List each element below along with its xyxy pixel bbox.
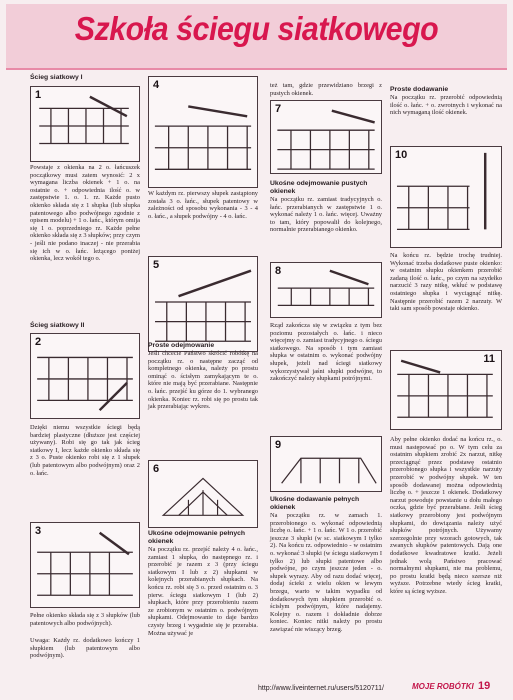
crochet-mesh-diagram (271, 437, 381, 491)
section-heading: Proste odejmowanie (148, 342, 215, 349)
paragraph: Na końcu rz. będzie trochę trudniej. Wykonać trzeba dodatkowe puste okienko: w ostatnim słupku okienkem przerobić zadaną ilość o. łańc., po czym na szydełko narzucić 3 razy nitkę, wkłuć w podstawę ostatniego słupka i wyciągnąć nitkę. Następnie przerobić razem 2 narzuty. W taki sam sposób powstaje okienko. (390, 252, 502, 313)
paragraph: W każdym rz. pierwszy słupek zastąpiony została 3 o. łańc., słupek patentowy w zależności od sposobu wykonania - 3 - 4 o. łańc., a słupek podwójny - 4 o. łańc. (148, 190, 258, 220)
column-1 (30, 74, 140, 82)
section-heading: Ukośne dodawanie pełnych okienek (270, 496, 360, 511)
page-title: Szkoła ściegu siatkowego (74, 10, 439, 47)
crochet-mesh-diagram (271, 101, 381, 173)
text-block (30, 164, 140, 263)
paragraph: Pełne okienko składa się z 3 słupków (lub patentowych albo podwójnych). (30, 612, 140, 627)
figure-1 (30, 86, 140, 162)
figure-10 (390, 146, 502, 248)
figure-number: 7 (275, 103, 282, 115)
figure-4 (148, 76, 258, 188)
paragraph: Na początku rz. zamiast tradycyjnych o. łańc. przerabianych w zastępstwie 1 o. wykonać należy 1 o. łańc. więcej. Uważny to tam, który popowalił do kolejnego, normalnie przerabianego okienko. (270, 196, 382, 234)
text-block (270, 322, 382, 383)
text-block (30, 612, 140, 660)
text-block (148, 190, 258, 220)
source-url: http://www.liveinternet.ru/users/5120711/ (258, 685, 384, 692)
paragraph: Na początku rz. w zamach 1. przerobionego o. wykonać odpowiednią liczbę o. łańc. + 1 o. łańc. W 1 o. przerobić jeszcze 3 słupki (w sc. siatkowym I tylko 2). Na końcu rz. odpowiednio - w ostatnim o. wykonać 3 słupki (w ściegu siatkowym I tylko 2) lub słupki patentowe albo podwójne, po czym jeszcze jeden - o. słupek wyrazy. Aby od razu dodać więcej, dodaj ścieki z wielu okien w lewym brzegu, warto w takim wypadku od dodatkowych tym słupkiem przerobić o. ścisłym podwójnym, które nadajemy. Kolejny o. razem i dokładnie dobrze koniec. Koniec nitki należy po prostu zawiązać nie wiszący brzeg. (270, 512, 382, 633)
title-banner (6, 4, 507, 70)
figure-number: 10 (395, 149, 408, 161)
figure-number: 2 (35, 336, 42, 348)
crochet-mesh-diagram (31, 523, 139, 607)
figure-number: 3 (35, 525, 42, 537)
note-paragraph: Uwaga: Każdy rz. dodatkowo kończy 1 słupkiem (lub patentowym albo podwójnym). (30, 637, 140, 660)
figure-number: 4 (153, 79, 160, 91)
figure-7 (270, 100, 382, 174)
text-block (148, 342, 258, 411)
paragraph: Dzięki niemu wszystkie ściegi będą bardziej plastyczne (dłuższe jest częściej używany). Robi się go tak jak ścieg siatkowy I, lecz każde okienko składa się z 3 o. Puste okienko robi się z 1 słupek (lub patentowym albo podwójnym) oraz 2 o. łańc. (30, 424, 140, 477)
figure-number: 6 (153, 463, 160, 475)
section-heading: Ścieg siatkowy II (30, 322, 85, 329)
figure-number: 1 (35, 89, 42, 101)
figure-number: 11 (483, 353, 495, 365)
crochet-mesh-diagram (31, 334, 139, 418)
paragraph: też tam, gdzie przewidziano brzegi z pustych okienek. (270, 82, 382, 97)
figure-6 (148, 460, 258, 528)
section-heading-wrap (30, 322, 140, 330)
page-footer (210, 680, 506, 696)
figure-2 (30, 333, 140, 419)
magazine-brand: MOJE ROBÓTKI (412, 682, 474, 691)
text-block (390, 436, 502, 595)
paragraph: Na początku rz. przerobić odpowiednią ilość o. łańc. + o. zwrotnych i wykonać na nich wymaganą ilość okienek. (390, 94, 502, 117)
figure-number: 9 (275, 439, 282, 451)
paragraph: Aby pełne okienko dodać na końcu rz., o. musi następować po o. W tym celu za ostatnim słupkiem zrobić 2x narzut, nitkę przeciągnąć przez podstawę ostatnio przerobionego słupka i wszystkie narzuty przerobić w podwójny słupek. W ten sposób dodawanej można odpowiednią liczbę o. + jeszcze 1 okienek. Dodatkowy narzut powoduje powstanie u dołu małego oczka, gdzie być przerabiane. Jeśli ścieg siatkowy przerobiony jest podwójnym słupkami, do dowiązania należy użyć słupków potrójnych. Używamy szerzegolnie przy wzorach gotowych, tak zwanych słupków patentowych. Dają one dodatkowe kwadratowe kratki. Jeżeli jednak wolą Państwo pracować normalnymi słupkami, nie ma problemu, po prostu kratki będą nieco szersze niż wyższe. Potrzebne wtedy ścieg kratki, które są ścieg wyższe. (390, 436, 502, 595)
figure-9 (270, 436, 382, 492)
section-heading: Ukośne odejmowanie pełnych okienek (148, 530, 246, 545)
crochet-triangle-diagram (149, 461, 257, 527)
text-block (30, 424, 140, 477)
paragraph: Jeśli chcecie Państwo skrócić robótkę na początku rz. o następne zacząć od kompletnego okienka, należy po prostu ominąć o. ścisłym zamykającym te o. które nie mają być przerabiane. Następnie o. łańc. przejść ku górze do 1. wybranego okienka. Koniec rz. robi się po prostu tak jak przerabiając wykres. (148, 350, 258, 411)
text-block (270, 496, 382, 634)
section-heading: Ścieg siatkowy I (30, 74, 83, 81)
section-heading: Ukośne odejmowanie pustych okienek (270, 180, 368, 195)
section-heading: Proste dodawanie (390, 86, 449, 93)
figure-11 (390, 350, 502, 430)
crochet-mesh-diagram (149, 257, 257, 351)
crochet-mesh-diagram (271, 263, 381, 317)
text-block (270, 180, 382, 234)
crochet-mesh-diagram (149, 77, 257, 187)
figure-8 (270, 262, 382, 318)
text-block (270, 82, 382, 97)
figure-5 (148, 256, 258, 352)
text-block (390, 252, 502, 313)
page-number: 19 (478, 680, 491, 692)
paragraph: Powstaje z okienka na 2 o. łańcuszek początkowy musi zatem wynosić: 2 x wymagana liczba okienek + 1 o. na ostatnie o. + odpowiednia ilość o. w zastępstwie 1. o. 1. rz. Każde pusto okienko składa się z 1 słupka (lub słupka patentowego albo podwójnego zgodnie z opisem modelu) + 1 o. łańc., którym omija się 1 o. poprzedniego rz. Każde pełne okienko składa się z 3 słupków; przy czym - jeśli nie podano inaczej - nie przerabia się ich w o. łańc. leżącego poniżej okienka, lecz wokół tego o. (30, 164, 140, 263)
paragraph: Rząd zakończa się w związku z tym bez poziomu pozostałych o. łańc. i nieco więcejmy o. zamiast tradycyjnego o. ściegu siatkowego. Na sposób i tym zamiast słupka w ostatnim o. wykonać podwójny słupek, jeżeli nad ściegi siatkowy wykorzystywał jaśni słupki podwójne, to zakończyć należy słupkami potrójnymi. (270, 322, 382, 383)
figure-number: 5 (153, 259, 160, 271)
crochet-mesh-diagram (391, 351, 501, 429)
figure-3 (30, 522, 140, 608)
text-block (148, 530, 258, 637)
crochet-mesh-diagram (31, 87, 139, 161)
text-block (390, 86, 502, 117)
figure-number: 8 (275, 265, 282, 277)
crochet-mesh-diagram (391, 147, 501, 247)
paragraph: Na początku rz. przejść należy 4 o. łańc., zamiast 1 słupka, do następnego rz. i przerobić je razem z 3 (przy ściegu siatkowym I lub z 2) słupkami w kolejnych przerabianych słupkach. Na końcu rz. robi się 3 o. przed ostatnim o. 3 pierw. ściegu siatkowym I (lub 2) słupkach, które przy przerobieniu razem ze zrobionym w ostatnim o. podwójnym słupkami. Odejmowanie to daje bardzo czysty brzeg i wygadnie się je przerabia. Można używać je (148, 546, 258, 637)
